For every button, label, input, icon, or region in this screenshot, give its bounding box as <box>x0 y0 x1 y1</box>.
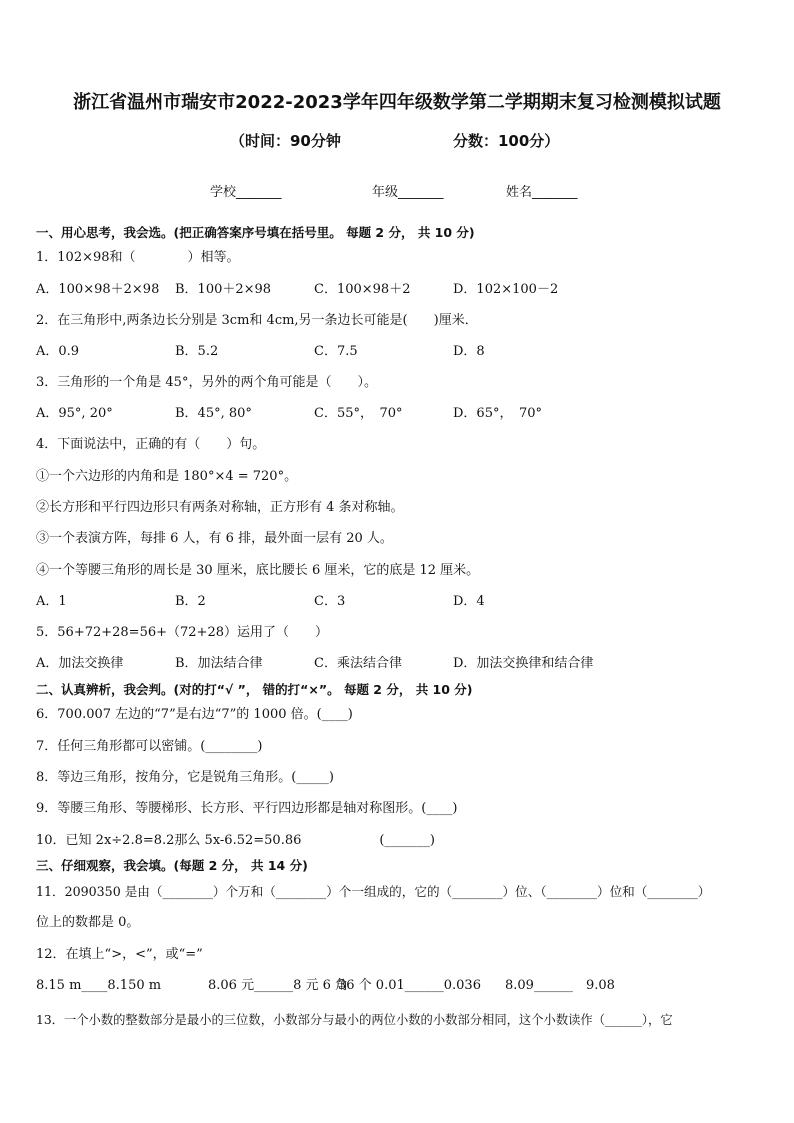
q1-option-a: A．100×98＋2×98 <box>36 282 160 297</box>
question-1-stem: 1．102×98和（ ）相等。 <box>36 250 240 265</box>
q4-option-d: D．4 <box>453 594 485 609</box>
q3-option-b: B．45°, 80° <box>175 406 252 421</box>
q1-option-d: D．102×100－2 <box>453 282 559 297</box>
question-2-stem: 2．在三角形中,两条边长分别是 3cm和 4cm,另一条边长可能是( )厘米． <box>36 313 478 328</box>
section-2-heading: 二、认真辨析，我会判。(对的打“√ ”， 错的打“×”。 每题 2 分， 共 10 分) <box>36 682 473 697</box>
question-9: 9．等腰三角形、等腰梯形、长方形、平行四边形都是轴对称图形。(____) <box>36 801 458 816</box>
question-13: 13．一个小数的整数部分是最小的三位数，小数部分与最小的两位小数的小数部分相同，这个小数读作（______），它 <box>36 1013 673 1027</box>
q5-option-c: C．乘法结合律 <box>314 656 402 671</box>
section-1-heading: 一、用心思考，我会选。(把正确答案序号填在括号里。 每题 2 分， 共 10 分) <box>36 225 475 240</box>
grade-field[interactable]: 年级_______ <box>372 185 444 200</box>
q5-option-a: A．加法交换律 <box>36 656 124 671</box>
q2-option-a: A．0.9 <box>36 344 80 359</box>
q5-option-b: B．加法结合律 <box>175 656 263 671</box>
q2-option-d: D．8 <box>453 344 485 359</box>
q4-statement-1: ①一个六边形的内角和是 180°×4 = 720°。 <box>36 469 298 484</box>
name-field[interactable]: 姓名_______ <box>506 185 578 200</box>
school-field[interactable]: 学校_______ <box>210 185 282 200</box>
question-3-stem: 3．三角形的一个角是 45°，另外的两个角可能是（ ）。 <box>36 375 377 390</box>
q3-option-d: D．65°， 70° <box>453 406 543 421</box>
q2-option-b: B．5.2 <box>175 344 219 359</box>
score-label: 分数：100分） <box>453 132 560 150</box>
q3-option-a: A．95°, 20° <box>36 406 113 421</box>
question-12-stem: 12．在填上“>，<”，或“=” <box>36 947 203 962</box>
q5-option-d: D．加法交换律和结合律 <box>453 656 594 671</box>
q12-compare-c: 36 个 0.01______0.036 <box>338 978 481 993</box>
q12-compare-d: 8.09______ 9.08 <box>505 978 615 993</box>
question-11-line-1: 11．2090350 是由（________）个万和（________）个一组成的，它的（________）位、（________）位和（________） <box>36 884 711 899</box>
q4-option-b: B．2 <box>175 594 206 609</box>
question-7: 7．任何三角形都可以密铺。(________) <box>36 739 263 754</box>
q1-option-b: B．100＋2×98 <box>175 282 272 297</box>
page-title: 浙江省温州市瑞安市2022-2023学年四年级数学第二学期期末复习检测模拟试题 <box>73 92 721 113</box>
question-8: 8．等边三角形，按角分，它是锐角三角形。(_____) <box>36 770 334 785</box>
question-11-line-2: 位上的数都是 0。 <box>36 915 140 930</box>
q2-option-c: C．7.5 <box>314 344 358 359</box>
q4-option-c: C．3 <box>314 594 346 609</box>
q3-option-c: C．55°， 70° <box>314 406 403 421</box>
q1-option-c: C．100×98＋2 <box>314 282 411 297</box>
q4-statement-2: ②长方形和平行四边形只有两条对称轴，正方形有 4 条对称轴。 <box>36 500 404 515</box>
question-6: 6．700.007 左边的“7”是右边“7”的 1000 倍。(____) <box>36 707 353 722</box>
q4-statement-4: ④一个等腰三角形的周长是 30 厘米，底比腰长 6 厘米，它的底是 12 厘米。 <box>36 563 480 578</box>
section-3-heading: 三、仔细观察，我会填。(每题 2 分， 共 14 分) <box>36 858 308 873</box>
question-5-stem: 5．56+72+28=56+（72+28）运用了（ ） <box>36 625 328 640</box>
q12-compare-a: 8.15 m____8.150 m <box>36 978 162 993</box>
q4-option-a: A．1 <box>36 594 67 609</box>
question-10: 10．已知 2x÷2.8=8.2那么 5x-6.52=50.86 (_______) <box>36 833 436 848</box>
q12-compare-b: 8.06 元______8 元 6 角 <box>208 978 349 993</box>
time-label: （时间：90分钟 <box>230 132 341 150</box>
q4-statement-3: ③一个表演方阵，每排 6 人，有 6 排，最外面一层有 20 人。 <box>36 531 393 546</box>
question-4-stem: 4．下面说法中，正确的有（ ）句。 <box>36 437 266 452</box>
